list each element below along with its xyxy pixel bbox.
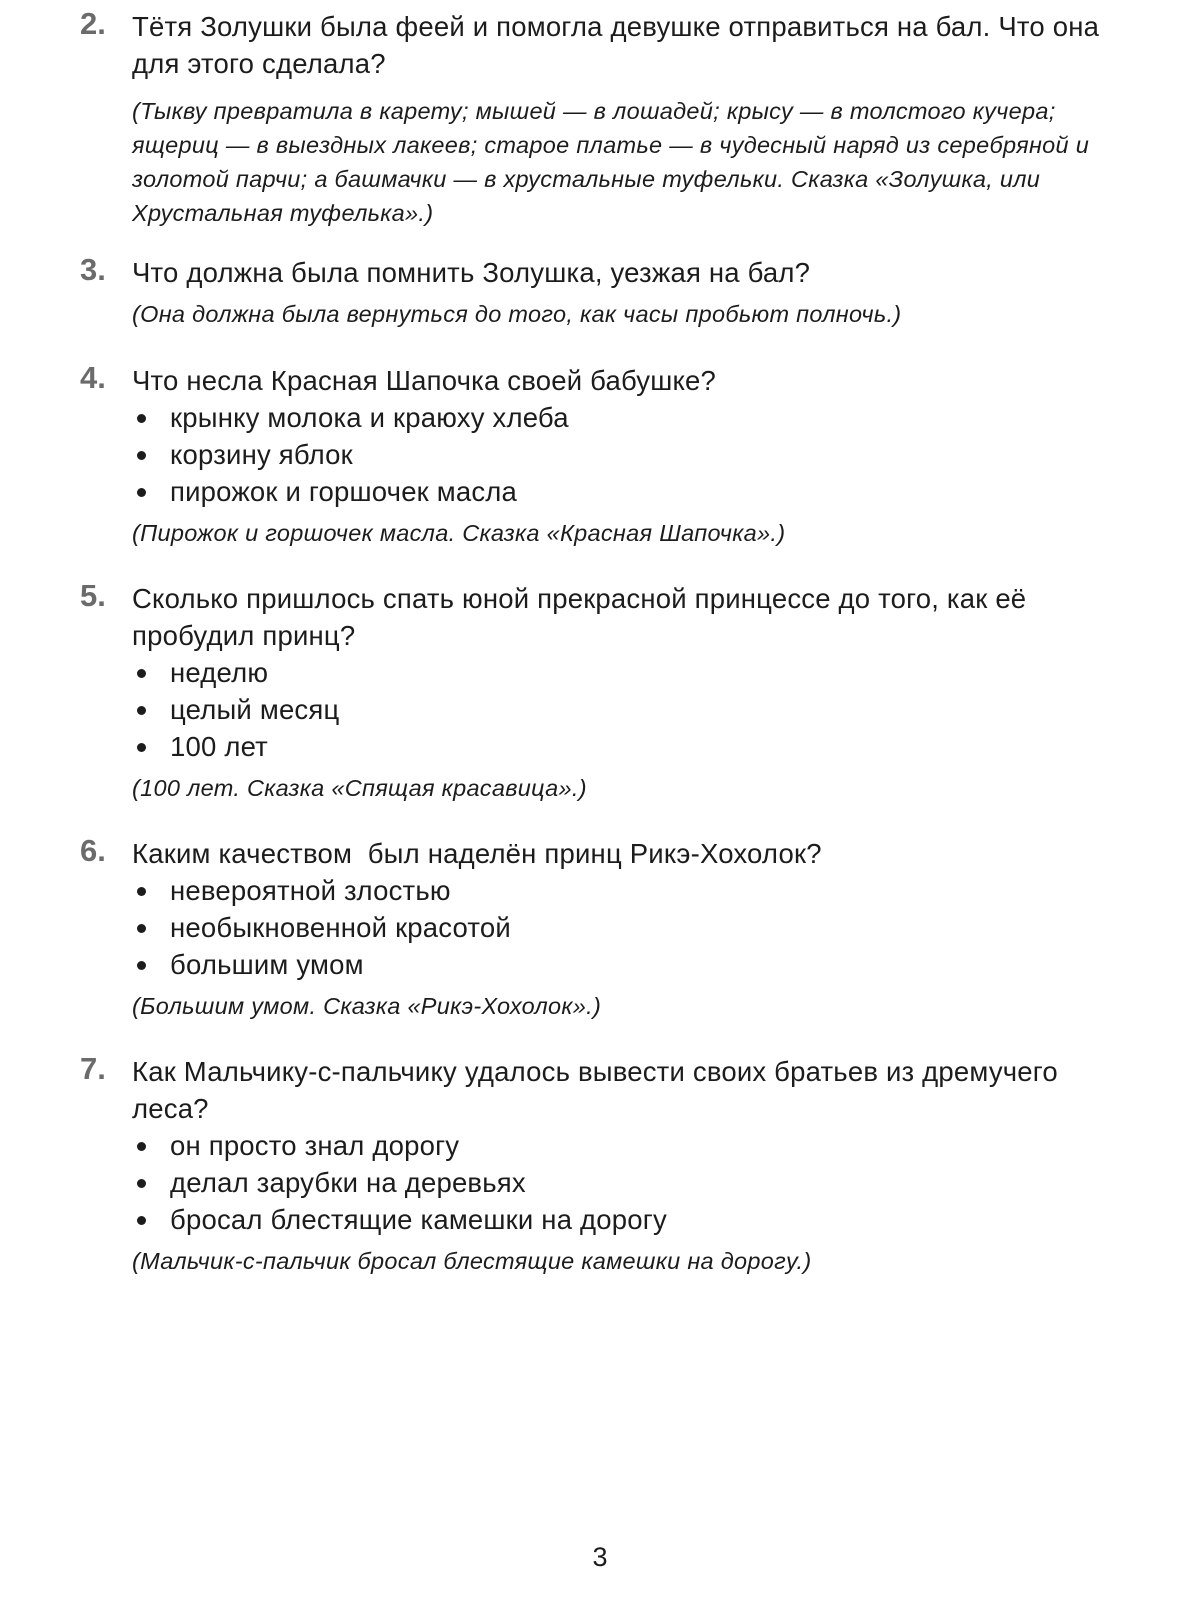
question-text: Тётя Золушки была феей и помогла девушке отправиться на бал. Что она для этого сделала? <box>132 11 1100 79</box>
option-item <box>132 436 1120 473</box>
question-7 <box>80 1053 1120 1278</box>
bullet-icon <box>137 743 146 752</box>
bullet-icon <box>137 961 146 970</box>
option-item <box>132 1127 1120 1164</box>
option-label: необыкновенной красотой <box>170 912 511 943</box>
options-list <box>132 872 1120 983</box>
bullet-icon <box>137 924 146 933</box>
option-label: целый месяц <box>170 694 340 725</box>
option-item <box>132 399 1120 436</box>
answer-text: (Тыкву превратила в карету; мышей — в лошадей; крысу — в толстого кучера; ящериц — в выездных лакеев; старое платье — в чудесный наряд из серебряной и золотой парчи; а башмачки — в хрустальные туфельки. Сказка «Золушка, или Хрустальная туфелька».) <box>132 98 1090 226</box>
option-label: корзину яблок <box>170 439 353 470</box>
answer-text: (Мальчик-с-пальчик бросал блестящие камешки на дорогу.) <box>132 1248 812 1274</box>
option-label: бросал блестящие камешки на дорогу <box>170 1204 667 1235</box>
bullet-icon <box>137 1142 146 1151</box>
question-number: 6. <box>80 833 106 868</box>
option-label: крынку молока и краюху хлеба <box>170 402 569 433</box>
option-label: 100 лет <box>170 731 268 762</box>
bullet-icon <box>137 488 146 497</box>
option-item <box>132 872 1120 909</box>
bullet-icon <box>137 451 146 460</box>
question-number: 4. <box>80 360 106 395</box>
question-5 <box>80 580 1120 805</box>
option-label: он просто знал дорогу <box>170 1130 460 1161</box>
option-item <box>132 691 1120 728</box>
bullet-icon <box>137 1179 146 1188</box>
question-text: Что должна была помнить Золушка, уезжая на бал? <box>132 257 811 288</box>
option-label: невероятной злостью <box>170 875 451 906</box>
option-item <box>132 473 1120 510</box>
bullet-icon <box>137 669 146 678</box>
options-list <box>132 399 1120 510</box>
question-text: Каким качеством был наделён принц Рикэ-Хохолок? <box>132 838 822 869</box>
answer-text: (Пирожок и горшочек масла. Сказка «Красная Шапочка».) <box>132 520 786 546</box>
question-text: Что несла Красная Шапочка своей бабушке? <box>132 365 717 396</box>
option-label: делал зарубки на деревьях <box>170 1167 526 1198</box>
question-number: 3. <box>80 252 106 287</box>
question-text: Как Мальчику-с-пальчику удалось вывести своих братьев из дремучего леса? <box>132 1056 1058 1124</box>
answer-text: (100 лет. Сказка «Спящая красавица».) <box>132 775 587 801</box>
question-number: 7. <box>80 1051 106 1086</box>
page-number: 3 <box>592 1542 608 1572</box>
option-label: неделю <box>170 657 269 688</box>
option-item <box>132 1164 1120 1201</box>
question-4 <box>80 362 1120 550</box>
question-number: 5. <box>80 578 106 613</box>
option-item <box>132 909 1120 946</box>
options-list <box>132 1127 1120 1238</box>
question-3 <box>80 254 1120 331</box>
options-list <box>132 654 1120 765</box>
option-label: большим умом <box>170 949 364 980</box>
bullet-icon <box>137 1216 146 1225</box>
question-text: Сколько пришлось спать юной прекрасной принцессе до того, как её пробудил принц? <box>132 583 1027 651</box>
bullet-icon <box>137 706 146 715</box>
question-2 <box>80 8 1120 230</box>
option-label: пирожок и горшочек масла <box>170 476 518 507</box>
bullet-icon <box>137 887 146 896</box>
option-item <box>132 1201 1120 1238</box>
answer-text: (Она должна была вернуться до того, как часы пробьют полночь.) <box>132 301 902 327</box>
bullet-icon <box>137 414 146 423</box>
option-item <box>132 946 1120 983</box>
option-item <box>132 728 1120 765</box>
question-6 <box>80 835 1120 1023</box>
option-item <box>132 654 1120 691</box>
question-number: 2. <box>80 6 106 41</box>
answer-text: (Большим умом. Сказка «Рикэ-Хохолок».) <box>132 993 602 1019</box>
